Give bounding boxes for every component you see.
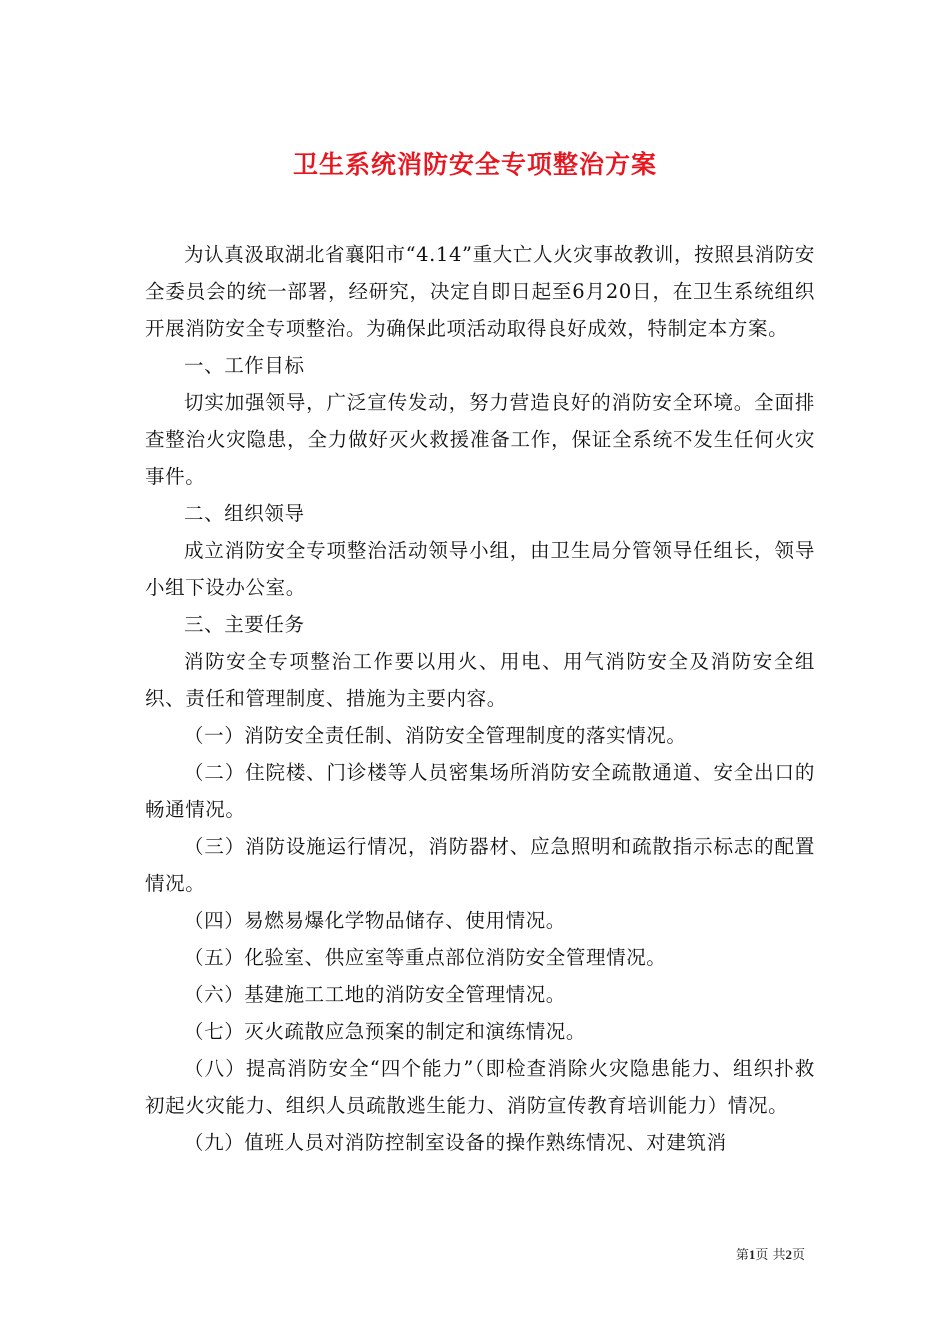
- task-item-7: （七）灭火疏散应急预案的制定和演练情况。: [184, 1020, 587, 1043]
- task-item-1: （一）消防安全责任制、消防安全管理制度的落实情况。: [184, 724, 687, 747]
- footer-page-number: 1: [748, 1247, 756, 1262]
- task-item-4: （四）易燃易爆化学物品储存、使用情况。: [184, 909, 566, 932]
- footer-suffix: 页: [791, 1248, 805, 1263]
- goals-paragraph: 切实加强领导，广泛宣传发动，努力营造良好的消防安全环境。全面排查整治火灾隐患，全力做好灭火救援准备工作，保证全系统不发生任何火灾事件。: [145, 391, 815, 488]
- footer-middle: 页 共: [755, 1248, 786, 1263]
- footer-prefix: 第: [735, 1248, 749, 1263]
- section-heading-leadership: 二、组织领导: [184, 502, 305, 525]
- task-item-5: （五）化验室、供应室等重点部位消防安全管理情况。: [184, 946, 667, 969]
- intro-paragraph: 为认真汲取湖北省襄阳市“4.14”重大亡人火灾事故教训，按照县消防安全委员会的统一部署，经研究，决定自即日起至6月20日，在卫生系统组织开展消防安全专项整治。为确保此项活动取得良好成效，特制定本方案。: [145, 243, 815, 340]
- task-item-2: （二）住院楼、门诊楼等人员密集场所消防安全疏散通道、安全出口的畅通情况。: [145, 761, 815, 821]
- document-body: [145, 236, 815, 1161]
- task-item-9: （九）值班人员对消防控制室设备的操作熟练情况、对建筑消: [184, 1131, 727, 1154]
- task-item-3: （三）消防设施运行情况，消防器材、应急照明和疏散指示标志的配置情况。: [145, 835, 815, 895]
- section-heading-tasks: 三、主要任务: [184, 613, 305, 636]
- leadership-paragraph: 成立消防安全专项整治活动领导小组，由卫生局分管领导任组长，领导小组下设办公室。: [145, 539, 815, 599]
- task-item-6: （六）基建施工工地的消防安全管理情况。: [184, 983, 566, 1006]
- section-heading-goals: 一、工作目标: [184, 354, 305, 377]
- document-title: 卫生系统消防安全专项整治方案: [292, 149, 657, 179]
- page-footer: [0, 1246, 805, 1265]
- tasks-paragraph: 消防安全专项整治工作要以用火、用电、用气消防安全及消防安全组织、责任和管理制度、措施为主要内容。: [145, 650, 815, 710]
- task-item-8: （八）提高消防安全“四个能力”（即检查消除火灾隐患能力、组织扑救初起火灾能力、组织人员疏散逃生能力、消防宣传教育培训能力）情况。: [145, 1057, 815, 1117]
- footer-total-pages: 2: [785, 1247, 792, 1262]
